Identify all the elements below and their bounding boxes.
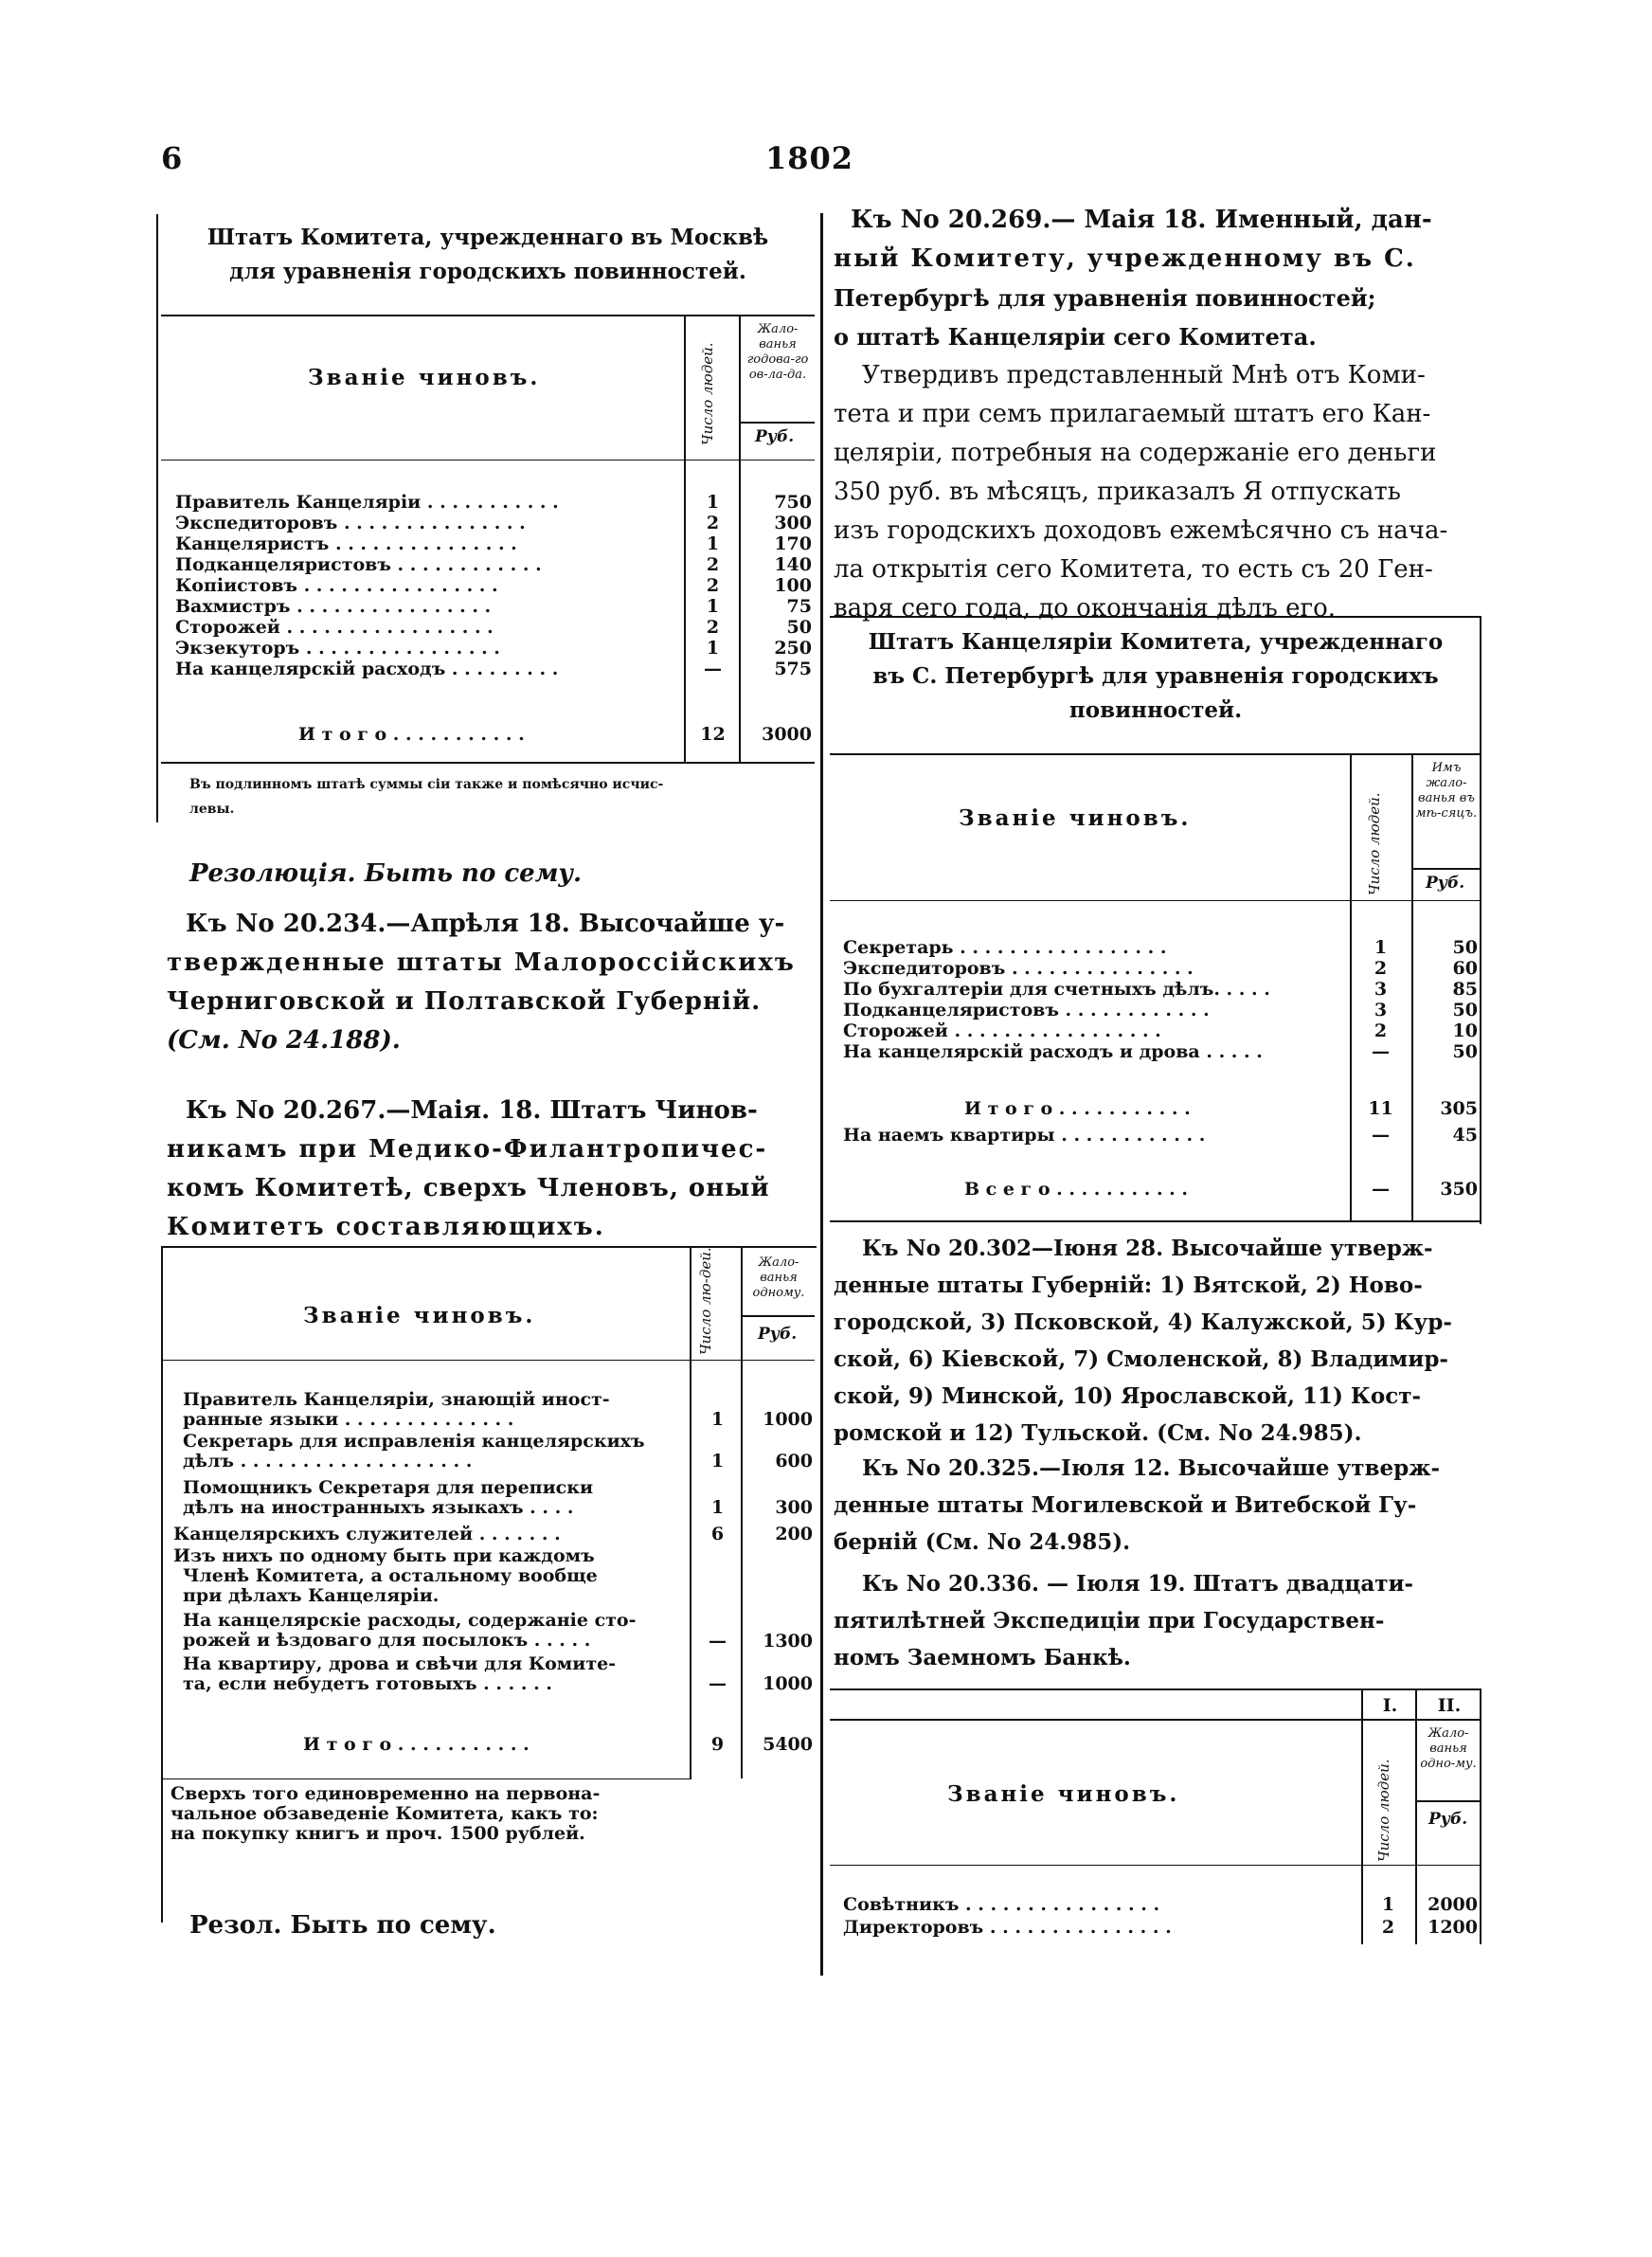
table2-extra-line: Сверхъ того единовременно на первона-	[171, 1783, 601, 1804]
table-cell: 1	[710, 1497, 725, 1518]
table-cell: 2	[706, 554, 720, 575]
table3-col-people: Число людей.	[1366, 792, 1383, 895]
table-cell: 1	[1381, 1894, 1395, 1915]
entry-20269-body-line: тета и при семъ прилагаемый штатъ его Кан-	[834, 400, 1431, 428]
table-row: Совѣтникъ . . . . . . . . . . . . . . . .	[843, 1894, 1160, 1915]
table4-col-rank: Званіе чиновъ.	[947, 1781, 1180, 1807]
table3-col-rank: Званіе чиновъ.	[959, 805, 1192, 831]
table-cell: 1	[706, 492, 720, 513]
table3-col-sep1	[1350, 755, 1352, 1222]
table4-body-rule	[830, 1865, 1481, 1866]
entry-20269-line: о штатѣ Канцеляріи сего Комитета.	[834, 323, 1317, 351]
table3-footer-rule	[830, 1220, 1481, 1222]
table-cell: 1	[710, 1409, 725, 1430]
table3-total-label: И т о г о . . . . . . . . . . .	[964, 1098, 1191, 1119]
entry-20269-line: Петербургѣ для уравненія повинностей;	[834, 284, 1376, 312]
table-cell: 1	[710, 1451, 725, 1472]
table1-total-people: 12	[700, 724, 726, 745]
table-cell: 2	[1381, 1917, 1395, 1938]
table-cell: 200	[775, 1524, 813, 1544]
table-cell: 2	[706, 575, 720, 596]
table2-note-line: Изъ нихъ по одному быть при каждомъ	[173, 1545, 595, 1566]
table1-title-line1: Штатъ Комитета, учрежденнаго въ Москвѣ	[206, 225, 769, 250]
table2-total-people: 9	[710, 1734, 725, 1755]
table2-extra	[171, 1784, 687, 1844]
entry-20269-body-line: 350 руб. въ мѣсяцъ, приказалъ Я отпускать	[834, 478, 1401, 506]
table3-total-rub: 305	[1440, 1098, 1478, 1119]
table3-total-people: 11	[1368, 1098, 1393, 1119]
table4-col-i: I.	[1382, 1695, 1398, 1716]
table4-header-rule	[830, 1719, 1481, 1721]
table3-header-rule	[830, 753, 1481, 755]
table-row: Директоровъ . . . . . . . . . . . . . . .	[843, 1917, 1172, 1938]
entry-20302-line: ской, 6) Кіевской, 7) Смоленской, 8) Владимир-	[834, 1346, 1448, 1372]
table2-row-line: рожей и ѣздоваго для посылокъ . . . . .	[183, 1630, 591, 1651]
table-cell: 1	[706, 596, 720, 617]
entry-20269-line: ный Комитету, учрежденному въ С.	[834, 244, 1416, 273]
table3-title-line2: въ С. Петербургѣ для уравненія городскихъ	[872, 663, 1439, 689]
table-cell: 50	[1452, 1041, 1478, 1062]
entry-20302	[834, 1230, 1487, 1452]
entry-20302-line: денные штаты Губерній: 1) Вятской, 2) Ново-	[834, 1273, 1423, 1298]
table4-col-salary: Жало-ванья одно-му.	[1420, 1726, 1477, 1771]
table4-rub-rule	[1415, 1800, 1481, 1802]
table-row: Сторожей . . . . . . . . . . . . . . . . .	[843, 1020, 1161, 1041]
table2-rub-rule	[741, 1315, 815, 1317]
entry-20234-line: твержденные штаты Малороссійскихъ	[167, 948, 796, 977]
table-row: На канцелярскій расходъ и дрова . . . . .	[843, 1041, 1263, 1062]
table-cell: 300	[774, 513, 812, 533]
table-cell: 100	[774, 575, 812, 596]
table3-body-rule	[830, 900, 1481, 901]
table-row: Подканцеляристовъ . . . . . . . . . . . .	[843, 1000, 1210, 1020]
table-cell: 140	[774, 554, 812, 575]
table-cell: 1200	[1428, 1917, 1478, 1938]
table1-title-line2: для уравненія городскихъ повинностей.	[229, 259, 746, 284]
table1-total-rub: 3000	[762, 724, 812, 745]
entry-20302-line: Къ No 20.302—Іюня 28. Высочайше утверж-	[862, 1236, 1433, 1261]
table-cell: 1	[1374, 937, 1388, 958]
table-cell: 60	[1452, 958, 1478, 979]
table1-note-line1: Въ подлинномъ штатѣ суммы сіи также и помѣсячно исчис-	[189, 777, 664, 792]
table-cell: 575	[774, 659, 812, 679]
table-cell: 10	[1452, 1020, 1478, 1041]
table-cell: —	[704, 659, 722, 679]
entry-20269-body-line: изъ городскихъ доходовъ ежемѣсячно съ нача-	[834, 516, 1448, 545]
table1-col-sep1	[684, 316, 686, 762]
entry-20234-line: Къ No 20.234.—Апрѣля 18. Высочайше у-	[186, 910, 785, 938]
table-row: По бухгалтеріи для счетныхъ дѣлъ. . . . .	[843, 979, 1270, 1000]
table3-grand-rub: 350	[1440, 1179, 1478, 1200]
table-row: Сторожей . . . . . . . . . . . . . . . . .	[175, 617, 494, 638]
table2-row-line: дѣлъ на иностранныхъ языкахъ . . . .	[183, 1497, 574, 1518]
table3-title-line3: повинностей.	[1068, 697, 1243, 723]
page-number: 6	[161, 140, 183, 176]
table3-rub-rule	[1411, 868, 1481, 870]
entry-20269-body	[834, 356, 1497, 628]
table4-col-ii: II.	[1437, 1695, 1462, 1716]
table2-total-rub: 5400	[763, 1734, 813, 1755]
table-cell: 170	[774, 533, 812, 554]
table1-col-rub: Руб.	[755, 427, 795, 446]
table2-note-line: при дѣлахъ Канцеляріи.	[183, 1585, 440, 1606]
table3-title-line1: Штатъ Канцеляріи Комитета, учрежденнаго	[868, 629, 1444, 655]
entry-20302-line: городской, 3) Псковской, 4) Калужской, 5) Кур-	[834, 1309, 1452, 1335]
table-row: Правитель Канцеляріи . . . . . . . . . . .	[175, 492, 559, 513]
table-cell: 1000	[763, 1409, 813, 1430]
table3-rent-people: —	[1372, 1125, 1390, 1146]
table2-row-line: Помощникъ Секретаря для переписки	[183, 1477, 594, 1498]
table-cell: 600	[775, 1451, 813, 1472]
entry-20267-line: комъ Комитетѣ, сверхъ Членовъ, оный	[167, 1174, 770, 1202]
table-cell: —	[709, 1673, 727, 1694]
table2-extra-line: на покупку книгъ и проч. 1500 рублей.	[171, 1823, 585, 1844]
resolution-2: Резол. Быть по сему.	[189, 1911, 496, 1940]
table-cell: 300	[775, 1497, 813, 1518]
table-row: Канцелярскихъ служителей . . . . . . .	[173, 1524, 561, 1544]
table-cell: —	[1372, 1041, 1390, 1062]
table3-grand-label: В с е г о . . . . . . . . . . .	[964, 1179, 1189, 1200]
table2-extra-line: чальное обзаведеніе Комитета, какъ то:	[171, 1803, 599, 1824]
table-cell: 1	[706, 533, 720, 554]
entry-20325	[834, 1450, 1487, 1561]
entry-20234	[167, 905, 811, 1060]
table3-col-sep2	[1411, 755, 1413, 1222]
table-row	[173, 1654, 685, 1694]
table-cell: 50	[1452, 937, 1478, 958]
table1-rub-rule	[739, 422, 815, 424]
table2-row-line: Правитель Канцеляріи, знающій иност-	[183, 1389, 610, 1410]
table4-right-border	[1480, 1688, 1481, 1944]
table1-col-people: Число людей.	[699, 342, 716, 445]
table1-note	[189, 772, 815, 822]
table1-col-salary: Жало-ванья годова-го ов-ла-да.	[746, 322, 809, 382]
table1-total-label: И т о г о . . . . . . . . . . .	[298, 724, 525, 745]
table-row: Вахмистръ . . . . . . . . . . . . . . . .	[175, 596, 492, 617]
table-row: Секретарь . . . . . . . . . . . . . . . . .	[843, 937, 1167, 958]
table-cell: —	[709, 1631, 727, 1652]
table-cell: 1000	[763, 1673, 813, 1694]
table-cell: 3	[1374, 979, 1388, 1000]
table-cell: 2	[1374, 1020, 1388, 1041]
entry-20269-heading	[834, 201, 1497, 356]
table3-rent-rub: 45	[1452, 1125, 1478, 1146]
table-cell: 2000	[1428, 1894, 1478, 1915]
entry-20267	[167, 1092, 811, 1247]
table2-col-sep1	[690, 1248, 691, 1779]
table-cell: 85	[1452, 979, 1478, 1000]
table4-top-rule	[830, 1688, 1481, 1690]
table3-col-salary: Имъ жало-ванья въ мѣ-сяцъ.	[1415, 761, 1478, 821]
table2-row-line: На канцелярскіе расходы, содержаніе сто-	[183, 1610, 637, 1631]
entry-20325-line: Къ No 20.325.—Іюля 12. Высочайше утверж-	[862, 1455, 1440, 1481]
table2-row-line: дѣлъ . . . . . . . . . . . . . . . . . . .	[183, 1451, 473, 1472]
entry-20269-body-line: целяріи, потребныя на содержаніе его деньги	[834, 439, 1437, 467]
table-row	[173, 1478, 685, 1518]
entry-20336	[834, 1565, 1487, 1676]
table2-col-sep2	[741, 1248, 743, 1779]
entry-20267-line: никамъ при Медико-Филантропичес-	[167, 1135, 768, 1164]
table2-row-line: ранные языки . . . . . . . . . . . . . .	[183, 1409, 514, 1430]
entry-20267-line: Къ No 20.267.—Маія. 18. Штатъ Чинов-	[186, 1096, 758, 1125]
entry-20269-line: Къ No 20.269.— Маія 18. Именный, дан-	[851, 206, 1432, 234]
table-row: Канцеляристъ . . . . . . . . . . . . . . .	[175, 533, 517, 554]
table2-body-rule	[161, 1360, 815, 1361]
table2-row-line: На квартиру, дрова и свѣчи для Комите-	[183, 1653, 617, 1674]
table-row: Подканцеляристовъ . . . . . . . . . . . .	[175, 554, 542, 575]
entry-20302-line: ромской и 12) Тульской. (См. No 24.985).	[834, 1420, 1362, 1446]
table1-col-rank: Званіе чиновъ.	[308, 365, 541, 390]
entry-20336-line: Къ No 20.336. — Іюля 19. Штатъ двадцати-	[862, 1571, 1414, 1597]
table3-grand-people: —	[1372, 1179, 1390, 1200]
entry-20325-line: денные штаты Могилевской и Витебской Гу-	[834, 1492, 1417, 1518]
table4-col-sep2	[1415, 1688, 1417, 1944]
table2-col-rub: Руб.	[758, 1325, 798, 1344]
table2-note	[173, 1546, 685, 1606]
entry-20336-line: пятилѣтней Экспедиціи при Государствен-	[834, 1608, 1385, 1634]
table-cell: 6	[710, 1524, 725, 1544]
entry-20336-line: номъ Заемномъ Банкѣ.	[834, 1645, 1131, 1670]
table-row: Экспедиторовъ . . . . . . . . . . . . . . .	[843, 958, 1194, 979]
table-cell: 2	[1374, 958, 1388, 979]
entry-20234-line: (См. No 24.188).	[167, 1026, 401, 1055]
entry-20302-line: ской, 9) Минской, 10) Ярославской, 11) Кост-	[834, 1383, 1422, 1409]
entry-20269-body-line: ла открытія сего Комитета, то есть съ 20 Ген-	[834, 555, 1433, 584]
table-row	[173, 1432, 685, 1472]
table1-col-sep2	[739, 316, 741, 762]
table-cell: 750	[774, 492, 812, 513]
table1-header-rule	[161, 315, 815, 316]
table-row: Копіистовъ . . . . . . . . . . . . . . . .	[175, 575, 498, 596]
table-cell: 2	[706, 513, 720, 533]
table-cell: 2	[706, 617, 720, 638]
table4-col-sep1	[1361, 1688, 1363, 1944]
table-cell: 3	[1374, 1000, 1388, 1020]
entry-20234-line: Черниговской и Полтавской Губерній.	[167, 987, 762, 1016]
table2-row-line: та, если небудетъ готовыхъ . . . . . .	[183, 1673, 552, 1694]
table2-total-label: И т о г о . . . . . . . . . . .	[303, 1734, 530, 1755]
table-cell: 250	[774, 638, 812, 659]
table2-col-people: Число лю-дей.	[697, 1247, 714, 1355]
table-cell: 50	[786, 617, 812, 638]
table4-col-people: Число людей.	[1375, 1759, 1392, 1862]
table1-title	[161, 221, 815, 289]
table-cell: 50	[1452, 1000, 1478, 1020]
entry-20267-line: Комитетъ составляющихъ.	[167, 1213, 605, 1241]
page-year: 1802	[765, 140, 854, 176]
table2-note-line: Членѣ Комитета, а остальному вообще	[183, 1565, 598, 1586]
table-cell: 1300	[763, 1631, 813, 1652]
table3-col-rub: Руб.	[1426, 874, 1465, 893]
entry-20325-line: берній (См. No 24.985).	[834, 1529, 1131, 1555]
column-divider	[820, 213, 823, 1976]
table-row	[173, 1390, 685, 1430]
resolution-1: Резолюція. Быть по сему.	[189, 859, 583, 888]
table-row: На канцелярскій расходъ . . . . . . . . .	[175, 659, 559, 679]
table2-row-line: Секретарь для исправленія канцелярскихъ	[183, 1431, 645, 1452]
table-row	[173, 1611, 685, 1651]
table-cell: 75	[786, 596, 812, 617]
table-row: Экзекуторъ . . . . . . . . . . . . . . . .	[175, 638, 500, 659]
table1-footer-rule	[161, 762, 815, 764]
table2-col-salary: Жало-ванья одному.	[752, 1255, 805, 1300]
entry-20269-body-line: варя сего года, до окончанія дѣлъ его.	[834, 594, 1337, 623]
table-row: Экспедиторовъ . . . . . . . . . . . . . . .	[175, 513, 526, 533]
entry-20269-body-line: Утвердивъ представленный Мнѣ отъ Коми-	[862, 361, 1426, 389]
table3-rent-label: На наемъ квартиры . . . . . . . . . . . .	[843, 1125, 1206, 1146]
table4-col-rub: Руб.	[1428, 1810, 1468, 1829]
table2-col-rank: Званіе чиновъ.	[303, 1303, 536, 1328]
table1-note-line2: левы.	[189, 802, 235, 817]
table3-title	[834, 625, 1478, 728]
table-cell: 1	[706, 638, 720, 659]
